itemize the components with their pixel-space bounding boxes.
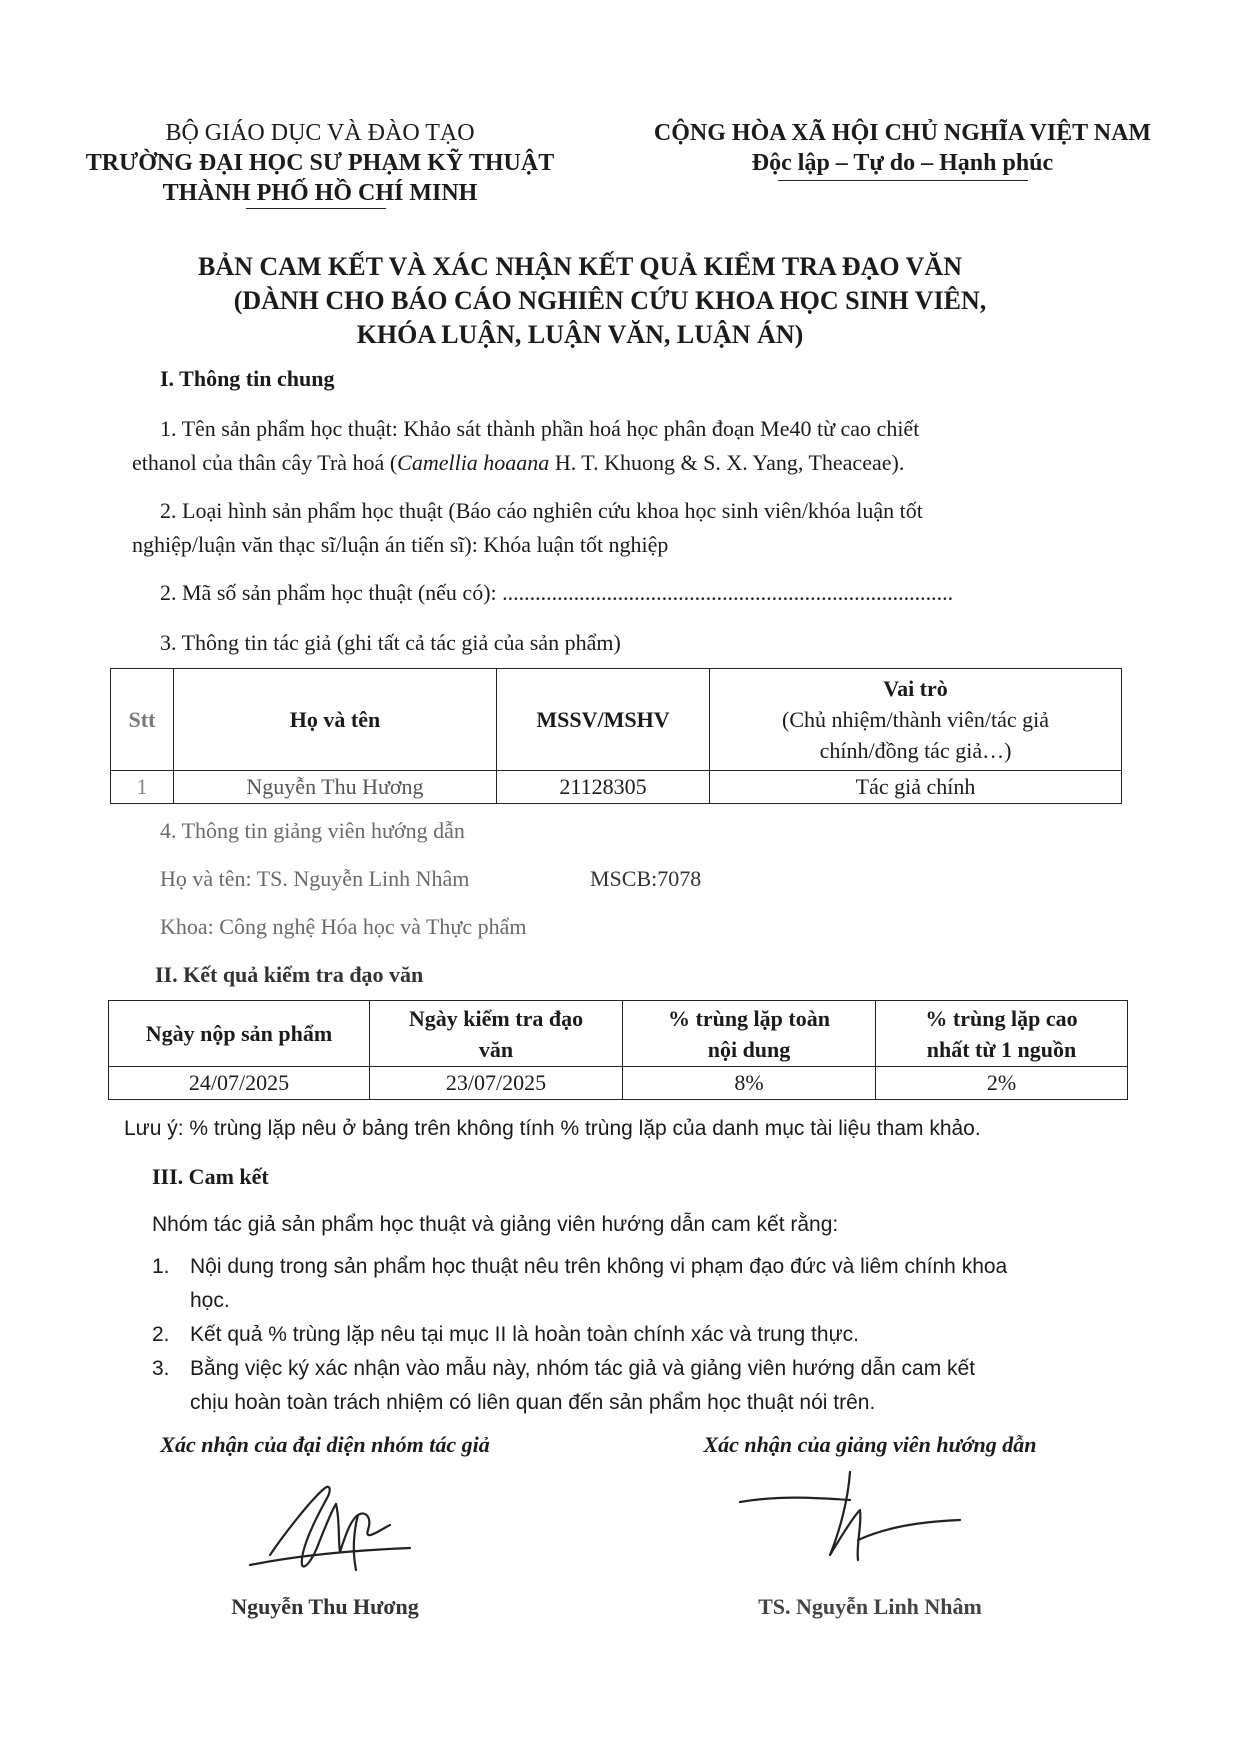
th-max-overlap: [876, 1001, 1128, 1067]
th-total-overlap-l1: % trùng lặp toàn: [668, 1005, 830, 1031]
section1-item2: [132, 494, 1132, 562]
section1-item3: 3. Thông tin tác giả (ghi tất cả tác giả của sản phẩm): [160, 630, 621, 655]
th-check-date: [370, 1001, 623, 1067]
section1-heading: I. Thông tin chung: [160, 366, 335, 391]
supervisor-mscb: MSCB:7078: [590, 866, 702, 891]
th-max-overlap-l1: % trùng lặp cao: [925, 1005, 1078, 1031]
plagiarism-table-header: [109, 1001, 1128, 1067]
commitment-item-1: [152, 1250, 1112, 1318]
ministry-name: BỘ GIÁO DỤC VÀ ĐÀO TẠO: [165, 120, 475, 146]
item1-line2-post: H. T. Khuong & S. X. Yang, Theaceae).: [549, 450, 905, 475]
th-check-date-l1: Ngày kiểm tra đạo: [408, 1005, 584, 1031]
country-name: CỘNG HÒA XÃ HỘI CHỦ NGHĨA VIỆT NAM: [653, 120, 1152, 146]
th-total-overlap: [623, 1001, 876, 1067]
th-name: Họ và tên: [174, 669, 497, 771]
item1-line2: [132, 446, 1132, 480]
document-title: [80, 250, 1080, 352]
supervisor-faculty: Khoa: Công nghệ Hóa học và Thực phẩm: [160, 914, 527, 939]
row-role: Tác giả chính: [710, 771, 1122, 804]
commitment-3-l1: Bằng việc ký xác nhận vào mẫu này, nhóm tác giả và giảng viên hướng dẫn cam kết: [190, 1357, 976, 1380]
cell-submit-date: 24/07/2025: [109, 1067, 370, 1100]
section2-heading: II. Kết quả kiểm tra đạo văn: [155, 962, 424, 987]
title-line-1: BẢN CAM KẾT VÀ XÁC NHẬN KẾT QUẢ KIỂM TRA ĐẠO VĂN: [198, 252, 962, 281]
commitment-num-1: 1.: [152, 1255, 170, 1278]
commitment-1-l1: Nội dung trong sản phẩm học thuật nêu trên không vi phạm đạo đức và liêm chính khoa: [190, 1255, 1008, 1278]
author-signature-icon: [240, 1470, 420, 1580]
th-role: [710, 669, 1122, 771]
header-right: [615, 118, 1190, 178]
author-table: [110, 668, 1122, 804]
commitment-num-2: 2.: [152, 1323, 170, 1346]
supervisor-signature-icon: [730, 1460, 970, 1570]
title-line-3: KHÓA LUẬN, LUẬN VĂN, LUẬN ÁN): [356, 320, 804, 349]
th-stt: Stt: [111, 669, 174, 771]
sig-right-label: Xác nhận của giảng viên hướng dẫn: [703, 1432, 1037, 1457]
row-id: 21128305: [497, 771, 710, 804]
section2-note: Lưu ý: % trùng lặp nêu ở bảng trên không tính % trùng lặp của danh mục tài liệu tham khảo.: [124, 1117, 981, 1140]
cell-check-date: 23/07/2025: [370, 1067, 623, 1100]
section3-heading: III. Cam kết: [152, 1164, 269, 1189]
section1-item2b: 2. Mã số sản phẩm học thuật (nếu có): ..................................................................................: [160, 580, 954, 605]
item1-species: Camellia hoaana: [397, 450, 550, 475]
commitment-2-l1: Kết quả % trùng lặp nêu tại mục II là hoàn toàn chính xác và trung thực.: [190, 1323, 859, 1346]
section1-item1: [132, 412, 1132, 480]
plagiarism-table: [108, 1000, 1128, 1100]
commitment-num-3: 3.: [152, 1357, 170, 1380]
row-stt: 1: [111, 771, 174, 804]
cell-total-overlap: 8%: [623, 1067, 876, 1100]
item2-line2: nghiệp/luận văn thạc sĩ/luận án tiến sĩ): Khóa luận tốt nghiệp: [132, 532, 669, 557]
th-role-l2: (Chủ nhiệm/thành viên/tác giả: [782, 707, 1049, 732]
commitment-item-2: [152, 1318, 1112, 1352]
commitment-item-3: [152, 1352, 1112, 1420]
item2-line1: 2. Loại hình sản phẩm học thuật (Báo cáo nghiên cứu khoa học sinh viên/khóa luận tốt: [160, 498, 923, 523]
th-max-overlap-l2: nhất từ 1 nguồn: [926, 1036, 1077, 1062]
sig-right-name: TS. Nguyễn Linh Nhâm: [758, 1594, 982, 1619]
section3-intro: Nhóm tác giả sản phẩm học thuật và giảng viên hướng dẫn cam kết rằng:: [152, 1213, 839, 1236]
supervisor-heading: 4. Thông tin giảng viên hướng dẫn: [160, 818, 465, 843]
commitment-3-l2: chịu hoàn toàn trách nhiệm có liên quan đến sản phẩm học thuật nói trên.: [190, 1391, 876, 1414]
item1-line1: 1. Tên sản phẩm học thuật: Khảo sát thành phần hoá học phân đoạn Me40 từ cao chiết: [160, 416, 920, 441]
item1-line2-pre: ethanol của thân cây Trà hoá (: [132, 450, 398, 475]
row-name: Nguyễn Thu Hương: [174, 771, 497, 804]
th-submit-date: Ngày nộp sản phẩm: [109, 1001, 370, 1067]
sig-left-label: Xác nhận của đại diện nhóm tác giả: [160, 1432, 490, 1457]
th-role-l3: chính/đồng tác giả…): [819, 738, 1012, 763]
title-line-2: (DÀNH CHO BÁO CÁO NGHIÊN CỨU KHOA HỌC SINH VIÊN,: [233, 286, 987, 315]
university-name: TRƯỜNG ĐẠI HỌC SƯ PHẠM KỸ THUẬT: [85, 150, 555, 176]
th-check-date-l2: văn: [478, 1036, 514, 1062]
th-role-l1: Vai trò: [883, 676, 948, 701]
cell-max-overlap: 2%: [876, 1067, 1128, 1100]
table-row: [109, 1067, 1128, 1100]
header-left-underline: [246, 208, 386, 209]
header-left: [60, 118, 580, 208]
th-id: MSSV/MSHV: [497, 669, 710, 771]
table-row: [111, 771, 1122, 804]
author-table-header: [111, 669, 1122, 771]
header-right-underline: [778, 180, 1028, 181]
university-city: THÀNH PHỐ HỒ CHÍ MINH: [162, 180, 478, 206]
supervisor-name: Họ và tên: TS. Nguyễn Linh Nhâm: [160, 866, 470, 891]
sig-left-name: Nguyễn Thu Hương: [231, 1594, 419, 1619]
th-total-overlap-l2: nội dung: [707, 1036, 791, 1062]
country-motto: Độc lập – Tự do – Hạnh phúc: [751, 150, 1054, 176]
commitment-1-l2: học.: [190, 1289, 230, 1312]
